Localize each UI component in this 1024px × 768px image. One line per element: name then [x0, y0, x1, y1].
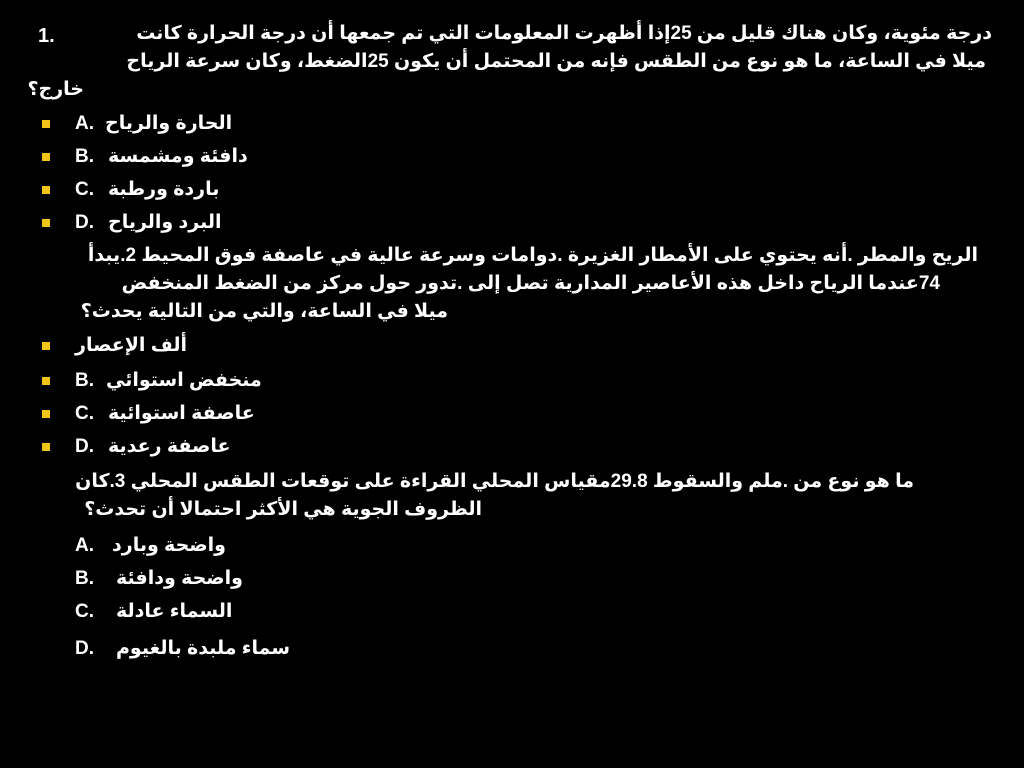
option-text: عاصفة استوائية: [108, 403, 255, 424]
question-2-option-a: [0, 334, 1024, 362]
option-text: واضحة وبارد: [112, 535, 226, 556]
question-1-line-1: درجة مئوية، وكان هناك قليل من 25إذا أظهرت المعلومات التي تم جمعها أن درجة الحرارة كانت: [136, 23, 992, 44]
option-letter: A.: [75, 113, 94, 134]
question-3-option-c: [0, 600, 1024, 628]
option-letter: B.: [75, 568, 94, 589]
question-1-line-2: ميلا في الساعة، ما هو نوع من الطقس فإنه من المحتمل أن يكون 25الضغط، وكان سرعة الرياح: [126, 51, 986, 72]
bullet-icon: [42, 410, 50, 418]
option-text: واضحة ودافئة: [116, 568, 243, 589]
option-text: السماء عادلة: [116, 601, 233, 622]
question-1-line-3: خارج؟: [27, 79, 84, 100]
question-1-option-d: [0, 211, 1024, 239]
bullet-icon: [42, 443, 50, 451]
question-2-option-c: [0, 402, 1024, 430]
option-text: الحارة والرياح: [105, 113, 233, 134]
question-2-option-d: [0, 435, 1024, 463]
option-letter: C.: [75, 179, 94, 200]
bullet-icon: [42, 120, 50, 128]
bullet-icon: [42, 219, 50, 227]
bullet-icon: [42, 153, 50, 161]
option-text: ألف الإعصار: [75, 335, 187, 356]
option-letter: C.: [75, 403, 94, 424]
option-text: سماء ملبدة بالغيوم: [116, 638, 291, 659]
question-3-option-b: [0, 567, 1024, 595]
option-text: البرد والرياح: [108, 212, 222, 233]
option-text: عاصفة رعدية: [108, 436, 231, 457]
option-letter: B.: [75, 146, 94, 167]
option-letter: D.: [75, 212, 94, 233]
option-letter: A.: [75, 535, 94, 556]
question-2-line-2: 74عندما الرياح داخل هذه الأعاصير المدارية تصل إلى .تدور حول مركز من الضغط المنخفض: [121, 273, 940, 294]
option-letter: D.: [75, 436, 94, 457]
option-letter: C.: [75, 601, 94, 622]
option-text: منخفض استوائي: [106, 370, 262, 391]
option-text: دافئة ومشمسة: [108, 146, 248, 167]
question-2-line-1: الريح والمطر .أنه يحتوي على الأمطار الغزيرة .دوامات وسرعة عالية في عاصفة فوق المحيط 2.يبدأ: [87, 245, 978, 266]
question-1-number: 1.: [38, 25, 55, 47]
question-3-option-d: [0, 637, 1024, 665]
question-3-line-1: ما هو نوع من .ملم والسقوط 29.8مقياس المحلي القراءة على توقعات الطقس المحلي 3.كان: [75, 471, 914, 492]
bullet-icon: [42, 377, 50, 385]
question-1-option-b: [0, 145, 1024, 173]
question-2-line-3: ميلا في الساعة، والتي من التالية يحدث؟: [80, 301, 448, 322]
bullet-icon: [42, 342, 50, 350]
question-2-option-b: [0, 369, 1024, 397]
question-1-option-a: [0, 112, 1024, 140]
question-3-line-2: الظروف الجوية هي الأكثر احتمالا أن تحدث؟: [84, 499, 482, 520]
option-letter: B.: [75, 370, 94, 391]
question-1-option-c: [0, 178, 1024, 206]
bullet-icon: [42, 186, 50, 194]
option-letter: D.: [75, 638, 94, 659]
question-3-option-a: [0, 534, 1024, 562]
option-text: باردة ورطبة: [108, 179, 220, 200]
